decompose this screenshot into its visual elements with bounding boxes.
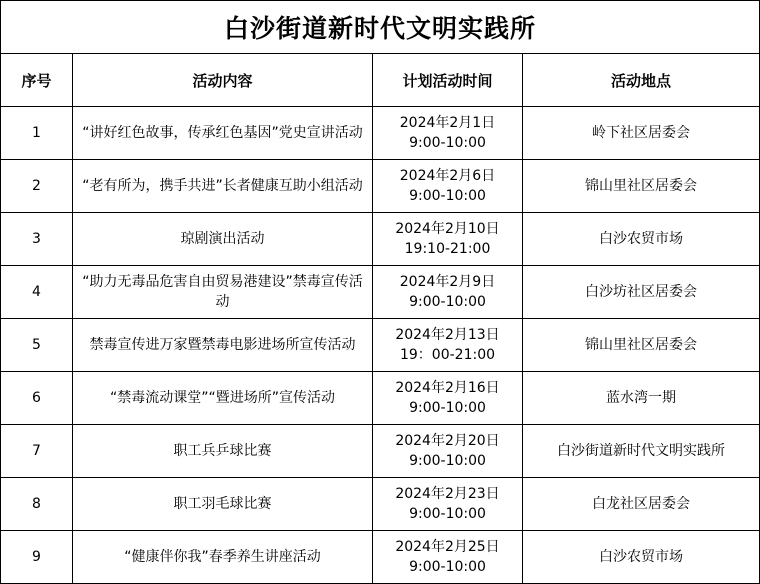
row-time (373, 213, 523, 266)
row-no: 5 (1, 319, 73, 372)
row-content: “讲好红色故事，传承红色基因”党史宣讲活动 (73, 107, 373, 160)
row-content: 禁毒宣传进万家暨禁毒电影进场所宣传活动 (73, 319, 373, 372)
table-row (1, 107, 760, 160)
table-row (1, 319, 760, 372)
table-row (1, 531, 760, 584)
row-time (373, 107, 523, 160)
row-no: 9 (1, 531, 73, 584)
row-no: 6 (1, 372, 73, 425)
row-no: 8 (1, 478, 73, 531)
row-time (373, 319, 523, 372)
row-place: 锦山里社区居委会 (523, 160, 760, 213)
row-place: 白沙街道新时代文明实践所 (523, 425, 760, 478)
header-content: 活动内容 (73, 54, 373, 107)
row-time (373, 425, 523, 478)
row-time (373, 478, 523, 531)
row-no: 2 (1, 160, 73, 213)
row-date: 2024年2月9日 (399, 274, 496, 290)
row-time (373, 531, 523, 584)
row-content: 职工兵乒球比赛 (73, 425, 373, 478)
table-row (1, 478, 760, 531)
row-date: 2024年2月13日 (395, 327, 500, 343)
table-row (1, 213, 760, 266)
row-content: 职工羽毛球比赛 (73, 478, 373, 531)
row-place: 白沙农贸市场 (523, 213, 760, 266)
row-hours: 19：00-21:00 (399, 347, 496, 363)
row-no: 7 (1, 425, 73, 478)
row-place: 白龙社区居委会 (523, 478, 760, 531)
row-place: 锦山里社区居委会 (523, 319, 760, 372)
header-time: 计划活动时间 (373, 54, 523, 107)
table-row (1, 160, 760, 213)
row-date: 2024年2月16日 (395, 380, 500, 396)
row-content: “健康伴你我”春季养生讲座活动 (73, 531, 373, 584)
row-time (373, 160, 523, 213)
row-hours: 9:00-10:00 (409, 506, 486, 522)
header-place: 活动地点 (523, 54, 760, 107)
row-date: 2024年2月6日 (399, 168, 496, 184)
table-row (1, 372, 760, 425)
row-place: 白沙农贸市场 (523, 531, 760, 584)
row-place: 白沙坊社区居委会 (523, 266, 760, 319)
row-content: “助力无毒品危害自由贸易港建设”禁毒宣传活动 (73, 266, 373, 319)
row-hours: 9:00-10:00 (409, 400, 486, 416)
row-hours: 9:00-10:00 (409, 453, 486, 469)
table-row (1, 425, 760, 478)
row-date: 2024年2月10日 (395, 221, 500, 237)
row-place: 蓝水湾一期 (523, 372, 760, 425)
row-no: 3 (1, 213, 73, 266)
row-place: 岭下社区居委会 (523, 107, 760, 160)
table-row (1, 266, 760, 319)
row-content: “老有所为，携手共进”长者健康互助小组活动 (73, 160, 373, 213)
row-hours: 9:00-10:00 (409, 188, 486, 204)
row-hours: 9:00-10:00 (409, 135, 486, 151)
row-date: 2024年2月1日 (399, 115, 496, 131)
row-date: 2024年2月20日 (395, 433, 500, 449)
table-header-row (1, 54, 760, 107)
row-no: 4 (1, 266, 73, 319)
page-title: 白沙街道新时代文明实践所 (1, 1, 760, 54)
row-date: 2024年2月23日 (395, 486, 500, 502)
row-hours: 9:00-10:00 (409, 294, 486, 310)
row-hours: 9:00-10:00 (409, 559, 486, 575)
row-content: 琼剧演出活动 (73, 213, 373, 266)
row-time (373, 266, 523, 319)
row-hours: 19:10-21:00 (404, 241, 491, 257)
row-time (373, 372, 523, 425)
row-content: “禁毒流动课堂”“暨进场所”宣传活动 (73, 372, 373, 425)
row-date: 2024年2月25日 (395, 539, 500, 555)
row-no: 1 (1, 107, 73, 160)
header-no: 序号 (1, 54, 73, 107)
